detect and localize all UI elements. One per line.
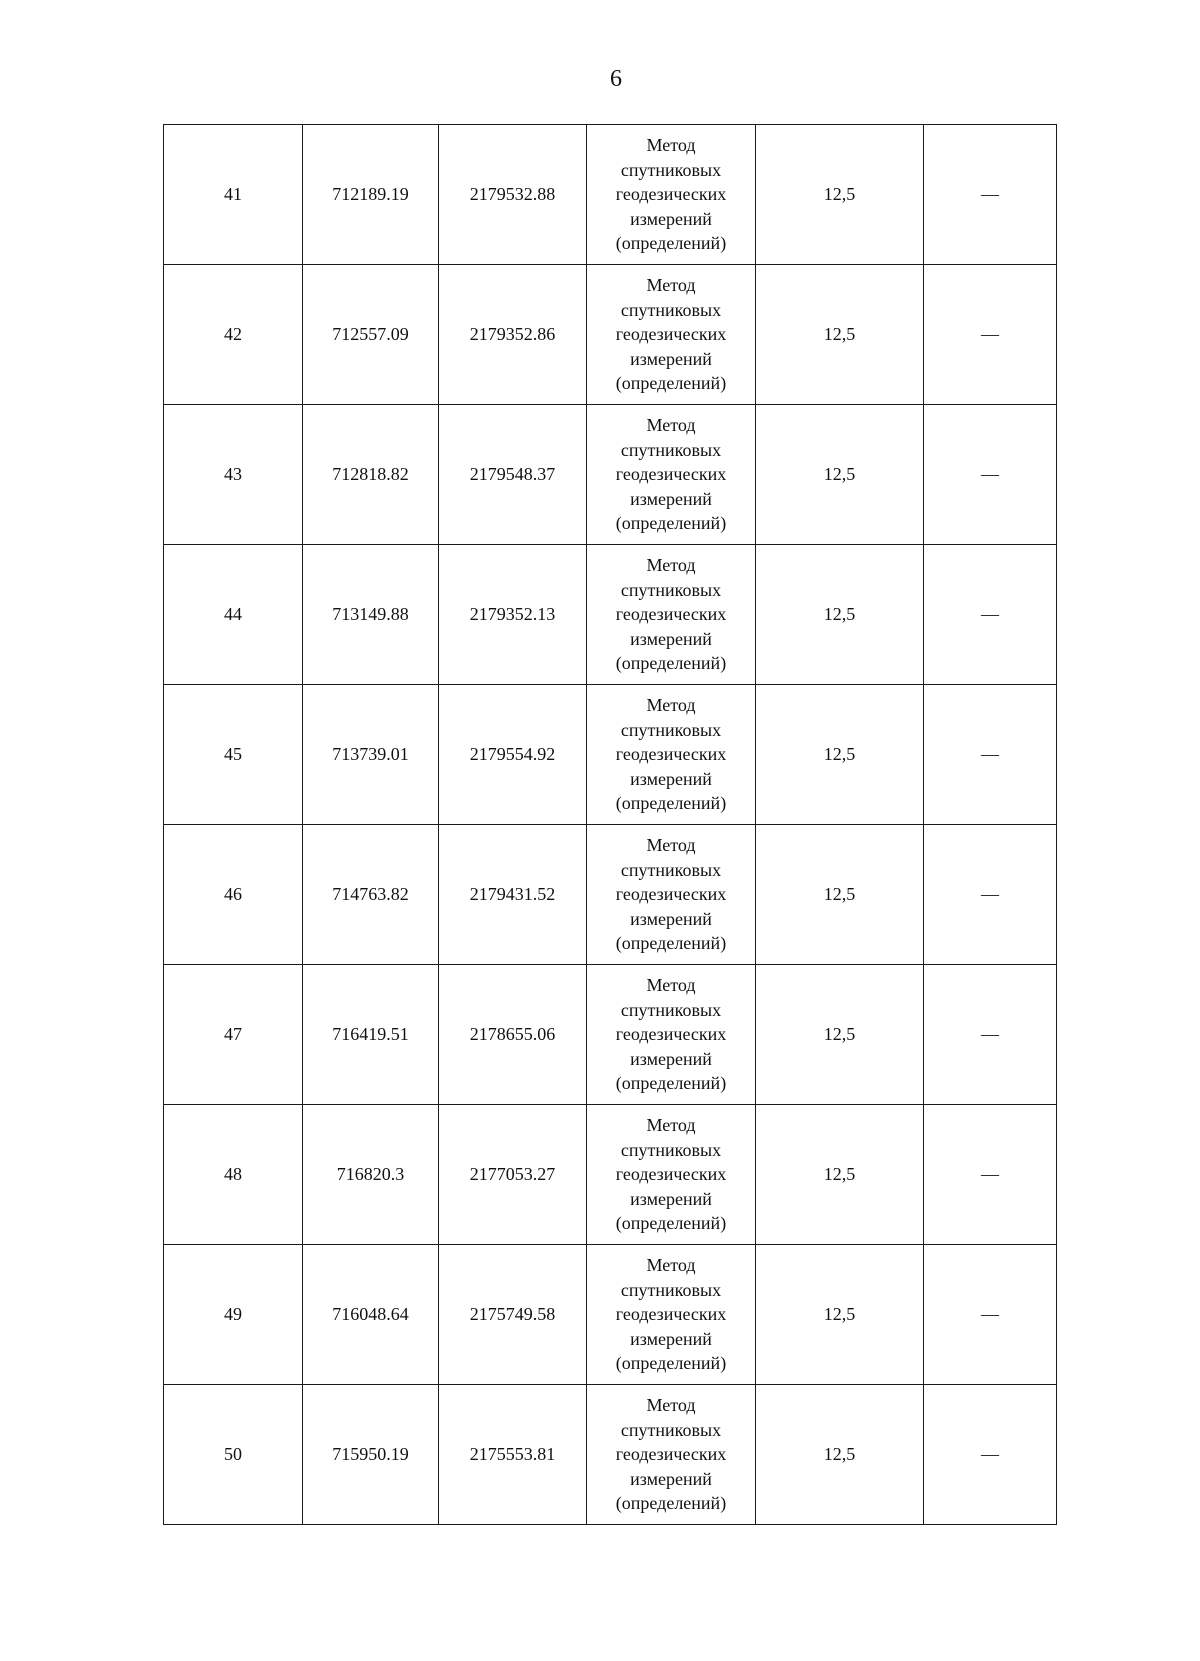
table-row — [164, 545, 1057, 685]
method-text: Метод спутниковых геодезических измерений (определений) — [615, 695, 727, 814]
method-text: Метод спутниковых геодезических измерений (определений) — [615, 1115, 727, 1234]
point-number-cell: 47 — [164, 965, 303, 1105]
accuracy-cell: 12,5 — [756, 965, 924, 1105]
point-number-cell: 49 — [164, 1245, 303, 1385]
method-text: Метод спутниковых геодезических измерений (определений) — [615, 555, 727, 674]
method-cell — [587, 965, 756, 1105]
y-coordinate-cell: 2179431.52 — [439, 825, 587, 965]
table-row — [164, 1385, 1057, 1525]
dash-mark: — — [981, 1164, 999, 1185]
page-number: 6 — [610, 66, 622, 92]
point-number-cell: 45 — [164, 685, 303, 825]
coordinates-table — [163, 124, 1057, 1525]
y-coordinate-cell: 2177053.27 — [439, 1105, 587, 1245]
x-coordinate-cell: 712189.19 — [303, 125, 439, 265]
accuracy-cell: 12,5 — [756, 1105, 924, 1245]
method-text: Метод спутниковых геодезических измерений (определений) — [615, 1255, 727, 1374]
table-row — [164, 965, 1057, 1105]
x-coordinate-cell: 716048.64 — [303, 1245, 439, 1385]
dash-mark: — — [981, 324, 999, 345]
dash-mark: — — [981, 1024, 999, 1045]
description-cell — [924, 545, 1057, 685]
dash-mark: — — [981, 744, 999, 765]
description-cell — [924, 965, 1057, 1105]
x-coordinate-cell: 714763.82 — [303, 825, 439, 965]
x-coordinate-cell: 713149.88 — [303, 545, 439, 685]
method-text: Метод спутниковых геодезических измерений (определений) — [615, 1395, 727, 1514]
dash-mark: — — [981, 884, 999, 905]
description-cell — [924, 685, 1057, 825]
table-row — [164, 1105, 1057, 1245]
method-cell — [587, 1385, 756, 1525]
method-text: Метод спутниковых геодезических измерений (определений) — [615, 975, 727, 1094]
method-text: Метод спутниковых геодезических измерений (определений) — [615, 835, 727, 954]
accuracy-cell: 12,5 — [756, 405, 924, 545]
description-cell — [924, 405, 1057, 545]
description-cell — [924, 1385, 1057, 1525]
dash-mark: — — [981, 1444, 999, 1465]
y-coordinate-cell: 2179352.86 — [439, 265, 587, 405]
table-row — [164, 825, 1057, 965]
method-cell — [587, 125, 756, 265]
point-number-cell: 50 — [164, 1385, 303, 1525]
method-text: Метод спутниковых геодезических измерений (определений) — [615, 415, 727, 534]
method-cell — [587, 825, 756, 965]
method-cell — [587, 685, 756, 825]
table-row — [164, 1245, 1057, 1385]
point-number-cell: 41 — [164, 125, 303, 265]
table-row — [164, 125, 1057, 265]
accuracy-cell: 12,5 — [756, 1385, 924, 1525]
method-text: Метод спутниковых геодезических измерений (определений) — [615, 135, 727, 254]
y-coordinate-cell: 2179352.13 — [439, 545, 587, 685]
table-row — [164, 265, 1057, 405]
description-cell — [924, 1245, 1057, 1385]
method-cell — [587, 405, 756, 545]
accuracy-cell: 12,5 — [756, 685, 924, 825]
y-coordinate-cell: 2175749.58 — [439, 1245, 587, 1385]
y-coordinate-cell: 2178655.06 — [439, 965, 587, 1105]
y-coordinate-cell: 2179554.92 — [439, 685, 587, 825]
dash-mark: — — [981, 1304, 999, 1325]
table-row — [164, 405, 1057, 545]
y-coordinate-cell: 2179532.88 — [439, 125, 587, 265]
x-coordinate-cell: 713739.01 — [303, 685, 439, 825]
dash-mark: — — [981, 604, 999, 625]
method-cell — [587, 1105, 756, 1245]
table-row — [164, 685, 1057, 825]
dash-mark: — — [981, 464, 999, 485]
accuracy-cell: 12,5 — [756, 825, 924, 965]
dash-mark: — — [981, 184, 999, 205]
x-coordinate-cell: 716820.3 — [303, 1105, 439, 1245]
method-cell — [587, 545, 756, 685]
accuracy-cell: 12,5 — [756, 1245, 924, 1385]
point-number-cell: 44 — [164, 545, 303, 685]
x-coordinate-cell: 716419.51 — [303, 965, 439, 1105]
description-cell — [924, 1105, 1057, 1245]
point-number-cell: 42 — [164, 265, 303, 405]
accuracy-cell: 12,5 — [756, 545, 924, 685]
method-cell — [587, 265, 756, 405]
y-coordinate-cell: 2175553.81 — [439, 1385, 587, 1525]
point-number-cell: 46 — [164, 825, 303, 965]
description-cell — [924, 825, 1057, 965]
x-coordinate-cell: 712818.82 — [303, 405, 439, 545]
x-coordinate-cell: 712557.09 — [303, 265, 439, 405]
accuracy-cell: 12,5 — [756, 265, 924, 405]
method-cell — [587, 1245, 756, 1385]
description-cell — [924, 125, 1057, 265]
point-number-cell: 43 — [164, 405, 303, 545]
description-cell — [924, 265, 1057, 405]
x-coordinate-cell: 715950.19 — [303, 1385, 439, 1525]
method-text: Метод спутниковых геодезических измерений (определений) — [615, 275, 727, 394]
y-coordinate-cell: 2179548.37 — [439, 405, 587, 545]
accuracy-cell: 12,5 — [756, 125, 924, 265]
point-number-cell: 48 — [164, 1105, 303, 1245]
